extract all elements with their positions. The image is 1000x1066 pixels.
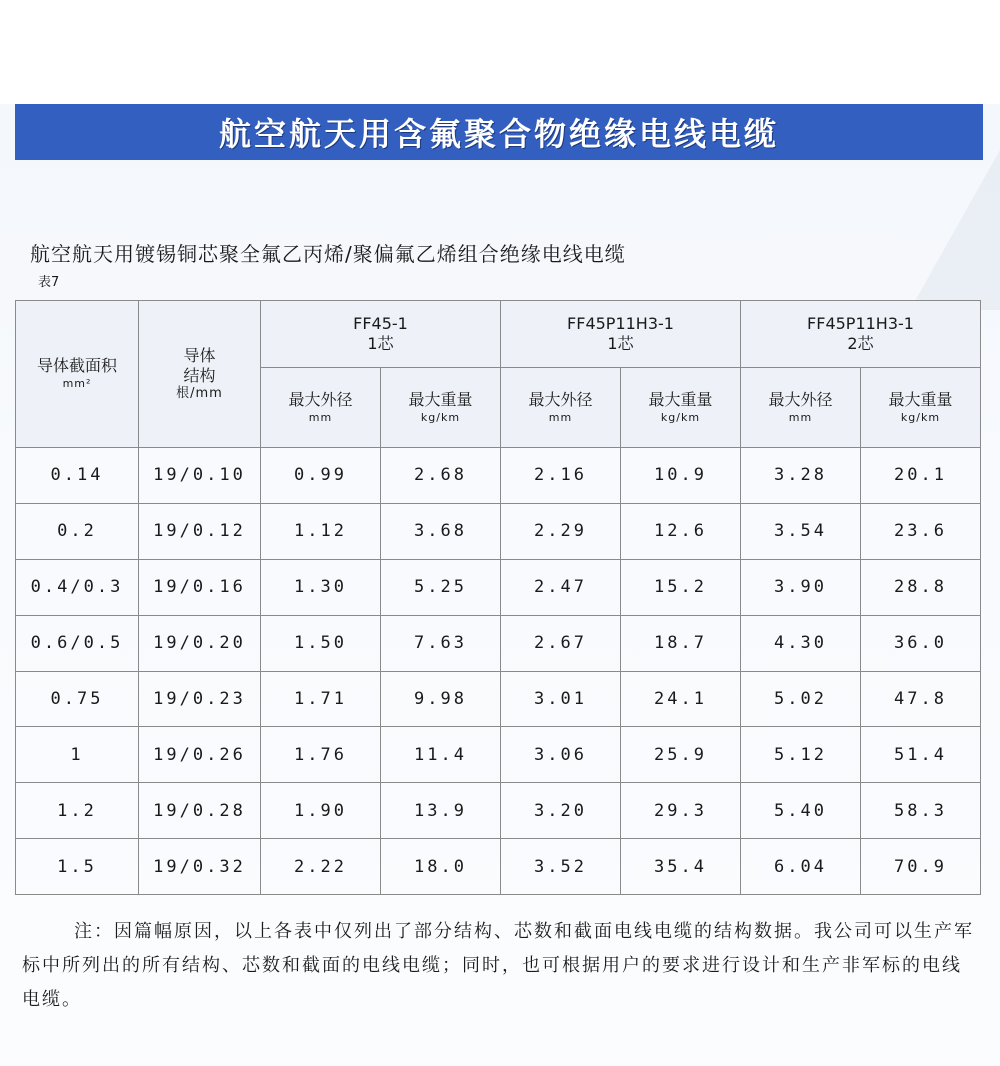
table-cell: 2.16 (501, 448, 621, 504)
subheader-label: 最大重量 (408, 389, 473, 409)
table-cell: 5.25 (381, 559, 501, 615)
table-cell: 0.99 (261, 448, 381, 504)
table-cell: 20.1 (861, 448, 981, 504)
group-model: FF45P11H3-1 (567, 314, 674, 333)
table-cell: 3.54 (741, 503, 861, 559)
table-row (16, 839, 981, 895)
table-row (16, 783, 981, 839)
subheader-label: 最大外径 (528, 389, 593, 409)
header-conductor-structure (139, 301, 261, 448)
watermark-triangle (910, 150, 1000, 310)
table-cell: 18.7 (621, 615, 741, 671)
table-cell: 19/0.20 (139, 615, 261, 671)
table-cell: 1.12 (261, 503, 381, 559)
table-cell: 2.29 (501, 503, 621, 559)
table-row (16, 727, 981, 783)
subheader-label: 最大重量 (648, 389, 713, 409)
table-cell: 0.14 (16, 448, 139, 504)
table-number: 表7 (38, 275, 60, 290)
table-cell: 3.20 (501, 783, 621, 839)
table-cell: 3.52 (501, 839, 621, 895)
table-cell: 3.28 (741, 448, 861, 504)
table-cell: 28.8 (861, 559, 981, 615)
table-cell: 15.2 (621, 559, 741, 615)
group-cores: 1芯 (367, 334, 394, 353)
table-cell: 47.8 (861, 671, 981, 727)
subheader-unit: mm (548, 410, 573, 424)
table-cell: 1.50 (261, 615, 381, 671)
table-row (16, 503, 981, 559)
subheader-cell (741, 368, 861, 448)
table-cell: 19/0.12 (139, 503, 261, 559)
header-group-3 (741, 301, 981, 368)
table-cell: 10.9 (621, 448, 741, 504)
table-cell: 70.9 (861, 839, 981, 895)
header-cross-section-label: 导体截面积 (36, 356, 117, 375)
table-cell: 1.76 (261, 727, 381, 783)
table-cell: 1.5 (16, 839, 139, 895)
table-cell: 2.47 (501, 559, 621, 615)
table-cell: 3.68 (381, 503, 501, 559)
subheader-label: 最大外径 (768, 389, 833, 409)
table-cell: 4.30 (741, 615, 861, 671)
header-group-2 (501, 301, 741, 368)
table-cell: 24.1 (621, 671, 741, 727)
table-cell: 13.9 (381, 783, 501, 839)
subheader-cell (501, 368, 621, 448)
header-structure-line1: 导体 (183, 346, 216, 365)
table-cell: 19/0.16 (139, 559, 261, 615)
table-cell: 2.68 (381, 448, 501, 504)
header-group-1 (261, 301, 501, 368)
title-banner (15, 104, 983, 160)
table-cell: 1 (16, 727, 139, 783)
table-cell: 1.30 (261, 559, 381, 615)
table-cell: 5.12 (741, 727, 861, 783)
table-cell: 29.3 (621, 783, 741, 839)
table-title: 航空航天用镀锡铜芯聚全氟乙丙烯/聚偏氟乙烯组合绝缘电线电缆 (30, 242, 626, 266)
footnote-text: 注：因篇幅原因，以上各表中仅列出了部分结构、芯数和截面电线电缆的结构数据。我公司可以生产军标中所列出的所有结构、芯数和截面的电线电缆；同时，也可根据用户的要求进行设计和生产非军标的电线电缆。 (22, 921, 974, 1010)
spec-table (15, 300, 981, 895)
banner-title: 航空航天用含氟聚合物绝缘电线电缆 (218, 115, 779, 153)
subheader-cell (261, 368, 381, 448)
subheader-unit: kg/km (660, 410, 701, 424)
table-cell: 7.63 (381, 615, 501, 671)
footnote (22, 915, 977, 1017)
subheader-unit: kg/km (900, 410, 941, 424)
table-cell: 35.4 (621, 839, 741, 895)
table-cell: 6.04 (741, 839, 861, 895)
table-body (16, 448, 981, 895)
table-cell: 3.01 (501, 671, 621, 727)
table-cell: 58.3 (861, 783, 981, 839)
table-cell: 36.0 (861, 615, 981, 671)
group-cores: 1芯 (607, 334, 634, 353)
table-cell: 0.6/0.5 (16, 615, 139, 671)
group-cores: 2芯 (847, 334, 874, 353)
table-cell: 9.98 (381, 671, 501, 727)
table-cell: 2.67 (501, 615, 621, 671)
subheader-cell (861, 368, 981, 448)
group-model: FF45P11H3-1 (807, 314, 914, 333)
table-cell: 1.2 (16, 783, 139, 839)
subheader-cell (621, 368, 741, 448)
table-cell: 19/0.28 (139, 783, 261, 839)
table-cell: 1.71 (261, 671, 381, 727)
table-cell: 5.40 (741, 783, 861, 839)
table-cell: 23.6 (861, 503, 981, 559)
table-cell: 3.90 (741, 559, 861, 615)
table-row (16, 671, 981, 727)
table-row (16, 448, 981, 504)
table-cell: 5.02 (741, 671, 861, 727)
table-cell: 2.22 (261, 839, 381, 895)
subheader-unit: mm (788, 410, 813, 424)
header-structure-unit: 根/mm (176, 386, 223, 401)
header-cross-section (16, 301, 139, 448)
subheader-unit: kg/km (420, 410, 461, 424)
table-cell: 19/0.26 (139, 727, 261, 783)
table-cell: 0.75 (16, 671, 139, 727)
table-cell: 0.2 (16, 503, 139, 559)
subheader-unit: mm (308, 410, 333, 424)
header-structure-line2: 结构 (183, 366, 216, 385)
table-row (16, 615, 981, 671)
table-cell: 19/0.32 (139, 839, 261, 895)
table-cell: 11.4 (381, 727, 501, 783)
table-cell: 0.4/0.3 (16, 559, 139, 615)
table-cell: 12.6 (621, 503, 741, 559)
table-cell: 18.0 (381, 839, 501, 895)
table-row (16, 559, 981, 615)
table-cell: 19/0.10 (139, 448, 261, 504)
subheader-label: 最大外径 (288, 389, 353, 409)
table-cell: 25.9 (621, 727, 741, 783)
subheader-label: 最大重量 (888, 389, 953, 409)
table-cell: 51.4 (861, 727, 981, 783)
table-cell: 19/0.23 (139, 671, 261, 727)
table-cell: 1.90 (261, 783, 381, 839)
header-cross-section-unit: mm² (62, 377, 92, 390)
table-cell: 3.06 (501, 727, 621, 783)
group-model: FF45-1 (353, 314, 408, 333)
subheader-cell (381, 368, 501, 448)
